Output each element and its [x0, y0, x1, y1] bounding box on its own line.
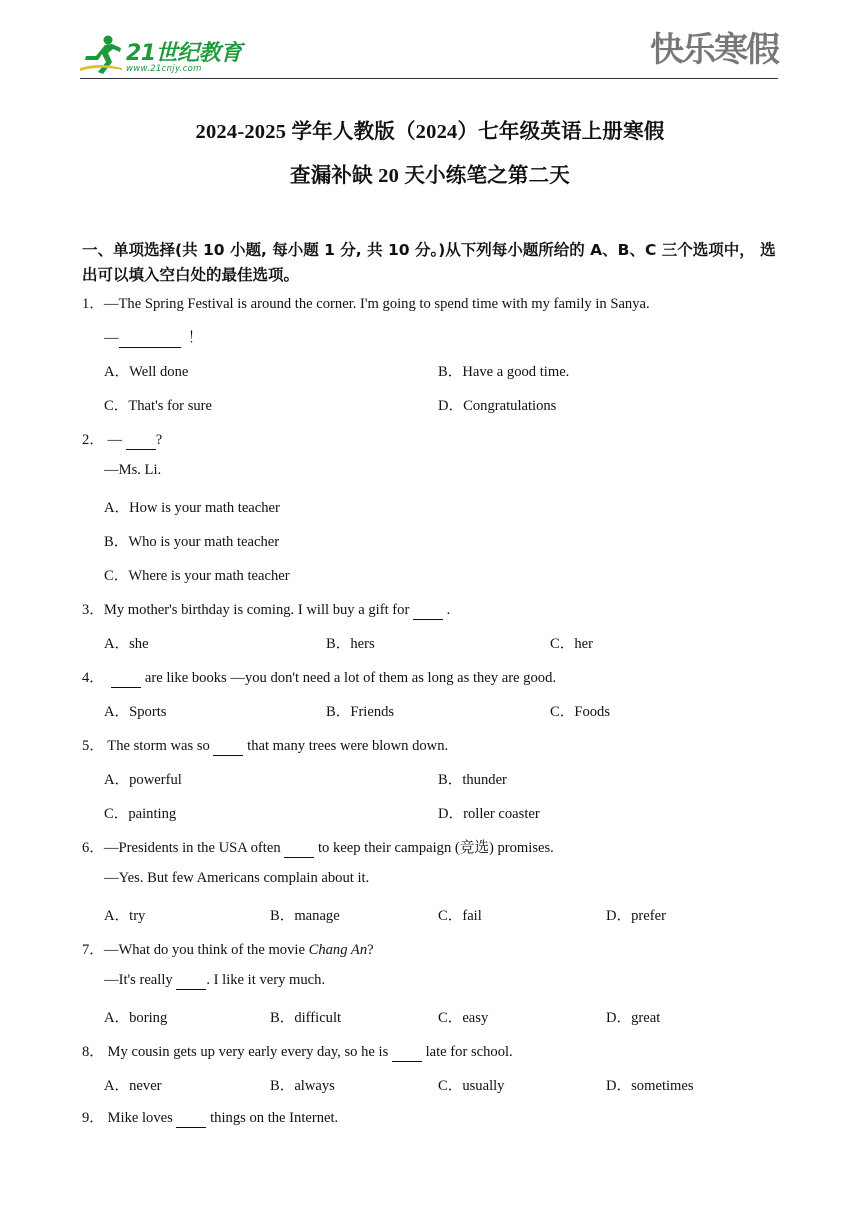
reply-prefix: —It's really — [104, 972, 173, 988]
question-6-stem — [82, 836, 554, 858]
option-b[interactable]: B．hers — [326, 636, 375, 652]
reply-suffix: ！ — [187, 330, 203, 346]
reply-suffix: . I like it very much. — [206, 972, 326, 988]
option-a[interactable]: A．Sports — [104, 704, 167, 720]
option-d[interactable]: D．roller coaster — [438, 806, 540, 822]
stem-prefix: 4． — [82, 670, 104, 686]
logo-url: www.21cnjy.com — [126, 64, 202, 74]
option-c[interactable]: C．painting — [104, 806, 177, 822]
option-a[interactable]: A．she — [104, 636, 149, 652]
option-d[interactable]: D．great — [606, 1010, 661, 1026]
option-c[interactable]: C．Foods — [550, 704, 611, 720]
option-b[interactable]: B．always — [270, 1078, 335, 1094]
stem-suffix: things on the Internet. — [210, 1110, 339, 1126]
option-d[interactable]: D．Congratulations — [438, 398, 557, 414]
question-5-stem — [82, 734, 448, 756]
option-a[interactable]: A．powerful — [104, 772, 182, 788]
option-d[interactable]: D．sometimes — [606, 1078, 694, 1094]
option-a[interactable]: A．try — [104, 908, 146, 924]
option-d[interactable]: D．prefer — [606, 908, 666, 924]
option-c[interactable]: C．usually — [438, 1078, 505, 1094]
question-2-reply: —Ms. Li. — [104, 462, 162, 478]
option-b[interactable]: B．manage — [270, 908, 340, 924]
stem-prefix: 6．—Presidents in the USA often — [82, 840, 281, 856]
runner-icon — [78, 32, 124, 78]
header-divider — [80, 78, 778, 79]
stem-suffix: . — [446, 602, 451, 618]
option-b[interactable]: B．Who is your math teacher — [104, 534, 280, 550]
stem-prefix: 7．—What do you think of the movie — [82, 942, 305, 958]
option-b[interactable]: B．thunder — [438, 772, 507, 788]
option-c[interactable]: C．That's for sure — [104, 398, 213, 414]
question-4-stem — [82, 666, 556, 688]
stem-prefix: 2． — — [82, 432, 123, 448]
option-b[interactable]: B．difficult — [270, 1010, 342, 1026]
stem-suffix: ? — [155, 432, 163, 448]
answer-blank[interactable] — [176, 972, 206, 990]
movie-title: Chang An — [308, 942, 368, 958]
brand-calligraphy — [650, 22, 778, 71]
stem-prefix: 8． My cousin gets up very early every day, so he is — [82, 1044, 389, 1060]
stem-prefix: 5． The storm was so — [82, 738, 210, 754]
answer-blank[interactable] — [176, 1110, 206, 1128]
answer-blank[interactable] — [213, 738, 243, 756]
question-6-reply: —Yes. But few Americans complain about it. — [104, 870, 370, 886]
brand-text: 快乐寒假 — [650, 30, 778, 70]
question-1-stem: 1．—The Spring Festival is around the corner. I'm going to spend time with my family in Sanya. — [82, 296, 650, 312]
option-a[interactable]: A．How is your math teacher — [104, 500, 280, 516]
answer-blank[interactable] — [111, 670, 141, 688]
logo-text: 21世纪教育 — [126, 41, 242, 66]
answer-blank[interactable] — [126, 432, 156, 450]
option-b[interactable]: B．Have a good time. — [438, 364, 570, 380]
section-heading: 一、单项选择(共 10 小题, 每小题 1 分, 共 10 分。)从下列每小题所给的 A、B、C 三个选项中， 选出可以填入空白处的最佳选项。 — [82, 241, 776, 284]
option-b[interactable]: B．Friends — [326, 704, 395, 720]
answer-blank[interactable] — [392, 1044, 422, 1062]
option-a[interactable]: A．Well done — [104, 364, 189, 380]
question-7-reply — [104, 972, 325, 990]
stem-prefix: 9． Mike loves — [82, 1110, 173, 1126]
stem-prefix: 3．My mother's birthday is coming. I will buy a gift for — [82, 602, 410, 618]
reply-prefix: — — [104, 330, 119, 346]
logo — [78, 32, 248, 78]
option-c[interactable]: C．her — [550, 636, 593, 652]
question-7-stem — [82, 938, 374, 959]
question-2-stem — [82, 428, 162, 450]
answer-blank[interactable] — [413, 602, 443, 620]
option-c[interactable]: C．easy — [438, 1010, 489, 1026]
option-a[interactable]: A．never — [104, 1078, 162, 1094]
answer-blank[interactable] — [119, 330, 181, 348]
question-9-stem — [82, 1106, 338, 1128]
question-8-stem — [82, 1040, 513, 1062]
page-header — [0, 0, 860, 90]
stem-suffix: to keep their campaign (竞选) promises. — [317, 840, 554, 856]
option-c[interactable]: C．Where is your math teacher — [104, 568, 290, 584]
doc-title-line1: 2024-2025 学年人教版（2024）七年级英语上册寒假 — [195, 121, 665, 143]
stem-suffix: late for school. — [425, 1044, 513, 1060]
question-1-reply — [104, 326, 203, 348]
stem-suffix: are like books —you don't need a lot of them as long as they are good. — [144, 670, 557, 686]
stem-suffix: ? — [367, 942, 374, 958]
question-3-stem — [82, 598, 450, 620]
stem-suffix: that many trees were blown down. — [247, 738, 449, 754]
doc-title-line2: 查漏补缺 20 天小练笔之第二天 — [290, 165, 570, 187]
option-a[interactable]: A．boring — [104, 1010, 168, 1026]
option-c[interactable]: C．fail — [438, 908, 482, 924]
answer-blank[interactable] — [284, 840, 314, 858]
